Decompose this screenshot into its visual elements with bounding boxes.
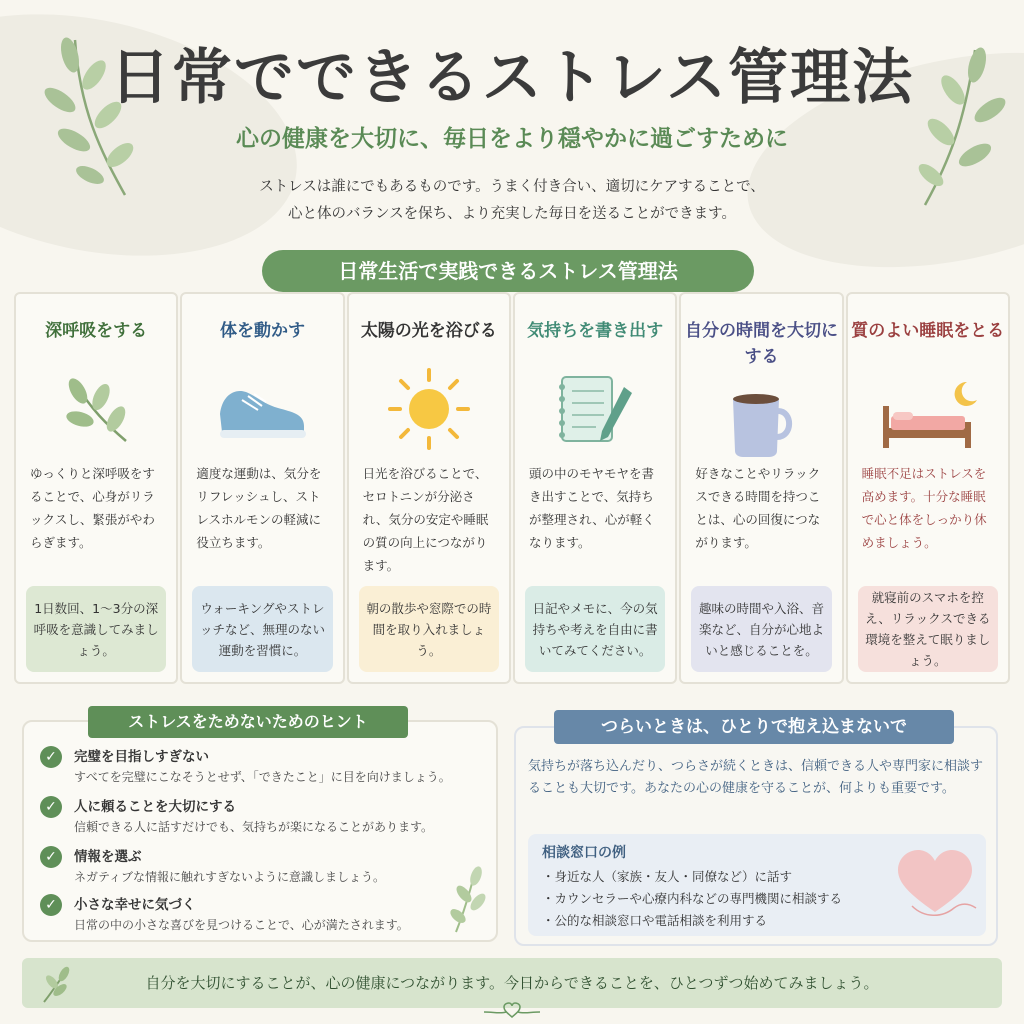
check-icon: ✓ <box>40 894 62 916</box>
consult-box <box>528 834 986 936</box>
card-tip: 趣味の時間や入浴、音楽など、自分が心地よいと感じることを。 <box>691 586 831 672</box>
card-body: 頭の中のモヤモヤを書き出すことで、気持ちが整理され、心が軽くなります。 <box>528 466 655 550</box>
intro-line-2: 心と体のバランスを保ち、より充実した毎日を送ることができます。 <box>288 206 736 222</box>
hint-title: 小さな幸せに気づく <box>74 897 196 913</box>
card-body: 睡眠不足はストレスを高めます。十分な睡眠で心と体をしっかり休めましょう。 <box>861 466 987 550</box>
card-tip: 日記やメモに、今の気持ちや考えを自由に書いてみてください。 <box>525 586 665 672</box>
card-tip: 朝の散歩や窓際での時間を取り入れましょう。 <box>359 586 499 672</box>
card-own-time <box>679 292 843 684</box>
card-sleep <box>846 292 1010 684</box>
card-title: 体を動かす <box>219 321 305 341</box>
intro-line-1: ストレスは誰にでもあるものです。うまく付き合い、適切にケアすることで、 <box>259 179 765 195</box>
footer-leaf-icon <box>38 964 74 1004</box>
card-icon-wrap <box>349 369 509 449</box>
card-body: 日光を浴びることで、セロトニンが分泌され、気分の安定や睡眠の質の向上につながります。 <box>362 466 489 573</box>
card-icon-wrap <box>182 369 342 449</box>
card-icon-wrap <box>16 369 176 449</box>
card-icon-wrap <box>681 384 841 464</box>
bed-moon-icon <box>873 376 983 456</box>
heart-icon <box>892 846 978 922</box>
page-title: 日常でできるストレス管理法 <box>109 43 915 113</box>
leaf-icon <box>56 369 136 449</box>
consult-item: ・身近な人（家族・友人・同僚など）に話す <box>542 869 793 884</box>
card-exercise <box>180 292 344 684</box>
footer-heart-icon <box>480 1000 544 1020</box>
hints-title: ストレスをためないためのヒント <box>88 706 408 738</box>
support-title: つらいときは、ひとりで抱え込まないで <box>554 710 954 744</box>
hint-desc: すべてを完璧にこなそうとせず、「できたこと」に目を向けましょう。 <box>74 770 451 784</box>
card-title: 自分の時間を大切にする <box>684 321 838 367</box>
page-subtitle: 心の健康を大切に、毎日をより穏やかに過ごすために <box>236 126 788 152</box>
support-text: 気持ちが落ち込んだり、つらさが続くときは、信頼できる人や専門家に相談することも大切です。あなたの心の健康を守ることが、何よりも重要です。 <box>528 759 984 796</box>
hint-item <box>40 746 490 790</box>
consult-item: ・公的な相談窓口や電話相談を利用する <box>542 913 768 928</box>
card-tip: ウォーキングやストレッチなど、無理のない運動を習慣に。 <box>192 586 332 672</box>
card-icon-wrap <box>848 376 1008 456</box>
mug-icon <box>721 389 801 459</box>
check-icon: ✓ <box>40 846 62 868</box>
footer-message: 自分を大切にすることが、心の健康につながります。今日からできることを、ひとつずつ始めてみましょう。 <box>145 974 879 992</box>
card-title: 深呼吸をする <box>45 321 148 341</box>
card-body: 適度な運動は、気分をリフレッシュし、ストレスホルモンの軽減に役立ちます。 <box>196 466 322 550</box>
consult-title: 相談窓口の例 <box>542 845 626 861</box>
card-tip: 1日数回、1〜3分の深呼吸を意識してみましょう。 <box>26 586 166 672</box>
hint-desc: 信頼できる人に話すだけでも、気持ちが楽になることがあります。 <box>74 820 434 834</box>
card-title: 気持ちを書き出す <box>527 321 664 341</box>
hint-desc: ネガティブな情報に触れすぎないように意識しましょう。 <box>74 870 386 884</box>
hint-item <box>40 846 490 890</box>
hint-item <box>40 796 490 840</box>
method-cards <box>14 292 1010 684</box>
hint-title: 人に頼ることを大切にする <box>74 799 236 815</box>
hint-desc: 日常の中の小さな喜びを見つけることで、心が満たされます。 <box>74 918 409 932</box>
card-title: 太陽の光を浴びる <box>360 321 497 341</box>
card-icon-wrap <box>515 369 675 449</box>
notebook-pen-icon <box>550 369 640 449</box>
sun-icon <box>384 364 474 454</box>
consult-list <box>542 866 842 932</box>
check-icon: ✓ <box>40 796 62 818</box>
sneaker-icon <box>212 374 312 444</box>
check-icon: ✓ <box>40 746 62 768</box>
card-title: 質のよい睡眠をとる <box>851 321 1005 341</box>
hint-item <box>40 894 490 938</box>
card-tip: 就寝前のスマホを控え、リラックスできる環境を整えて眠りましょう。 <box>858 586 998 672</box>
hint-title: 情報を選ぶ <box>74 849 142 865</box>
card-body: ゆっくりと深呼吸をすることで、心身がリラックスし、緊張がやわらぎます。 <box>30 466 155 550</box>
card-sunlight <box>347 292 511 684</box>
section-title-pill: 日常生活で実践できるストレス管理法 <box>262 250 754 292</box>
card-writing <box>513 292 677 684</box>
card-deep-breathing <box>14 292 178 684</box>
consult-item: ・カウンセラーや心療内科などの専門機関に相談する <box>542 891 843 906</box>
card-body: 好きなことやリラックスできる時間を持つことは、心の回復につながります。 <box>695 466 821 550</box>
hint-title: 完璧を目指しすぎない <box>74 749 209 765</box>
intro-text <box>0 174 1024 228</box>
small-leaf-icon <box>446 864 490 934</box>
